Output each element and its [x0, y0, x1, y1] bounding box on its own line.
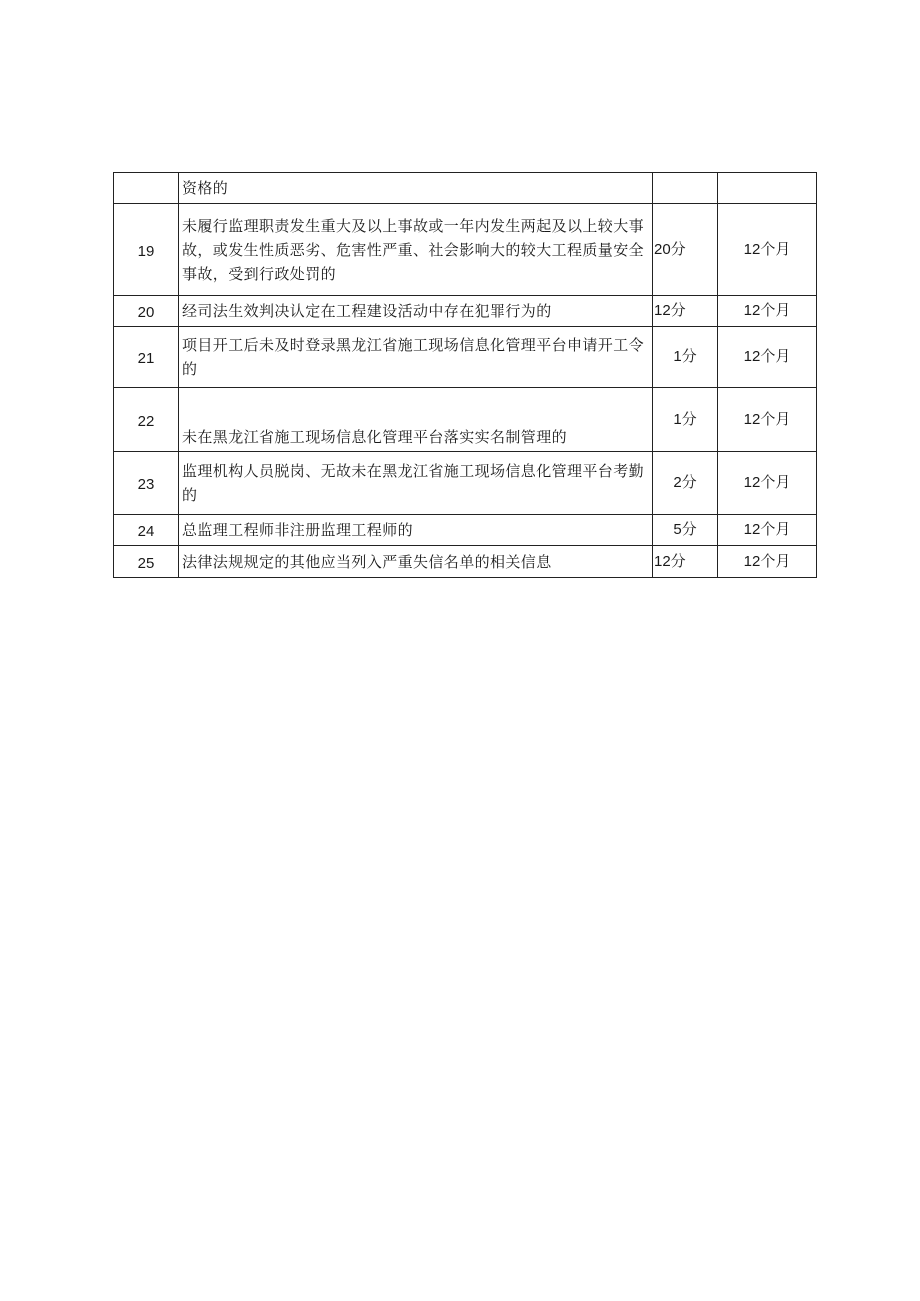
table-row: [114, 515, 817, 546]
row-score-cell: 2分: [653, 452, 718, 515]
row-period-cell: 12个月: [718, 296, 817, 327]
row-number-cell: 25: [114, 546, 179, 578]
row-period-cell: 12个月: [718, 515, 817, 546]
row-number-cell: [114, 173, 179, 204]
row-number-cell: 22: [114, 388, 179, 452]
row-description-cell: 监理机构人员脱岗、无故未在黑龙江省施工现场信息化管理平台考勤的: [179, 452, 653, 515]
row-description-cell: 未在黑龙江省施工现场信息化管理平台落实实名制管理的: [179, 388, 653, 452]
row-description-cell: 未履行监理职责发生重大及以上事故或一年内发生两起及以上较大事故，或发生性质恶劣、危害性严重、社会影响大的较大工程质量安全事故，受到行政处罚的: [179, 204, 653, 296]
row-period-cell: 12个月: [718, 327, 817, 388]
row-description-cell: 法律法规规定的其他应当列入严重失信名单的相关信息: [179, 546, 653, 578]
row-number-cell: 20: [114, 296, 179, 327]
table-row: [114, 327, 817, 388]
row-number-cell: 21: [114, 327, 179, 388]
row-description-cell: 项目开工后未及时登录黑龙江省施工现场信息化管理平台申请开工令的: [179, 327, 653, 388]
row-period-cell: 12个月: [718, 204, 817, 296]
table-row: [114, 204, 817, 296]
row-period-cell: [718, 173, 817, 204]
row-score-cell: 20分: [653, 204, 718, 296]
row-period-cell: 12个月: [718, 388, 817, 452]
row-description-cell: 资格的: [179, 173, 653, 204]
table-row: [114, 546, 817, 578]
table-row: [114, 296, 817, 327]
row-score-cell: 12分: [653, 546, 718, 578]
table-row: [114, 452, 817, 515]
row-period-cell: 12个月: [718, 452, 817, 515]
row-score-cell: 12分: [653, 296, 718, 327]
row-score-cell: 5分: [653, 515, 718, 546]
row-number-cell: 19: [114, 204, 179, 296]
row-description-cell: 总监理工程师非注册监理工程师的: [179, 515, 653, 546]
row-score-cell: [653, 173, 718, 204]
row-number-cell: 24: [114, 515, 179, 546]
row-score-cell: 1分: [653, 388, 718, 452]
row-score-cell: 1分: [653, 327, 718, 388]
table-row: [114, 173, 817, 204]
row-number-cell: 23: [114, 452, 179, 515]
row-period-cell: 12个月: [718, 546, 817, 578]
table-row: [114, 388, 817, 452]
penalty-score-table: [113, 172, 817, 578]
row-description-cell: 经司法生效判决认定在工程建设活动中存在犯罪行为的: [179, 296, 653, 327]
